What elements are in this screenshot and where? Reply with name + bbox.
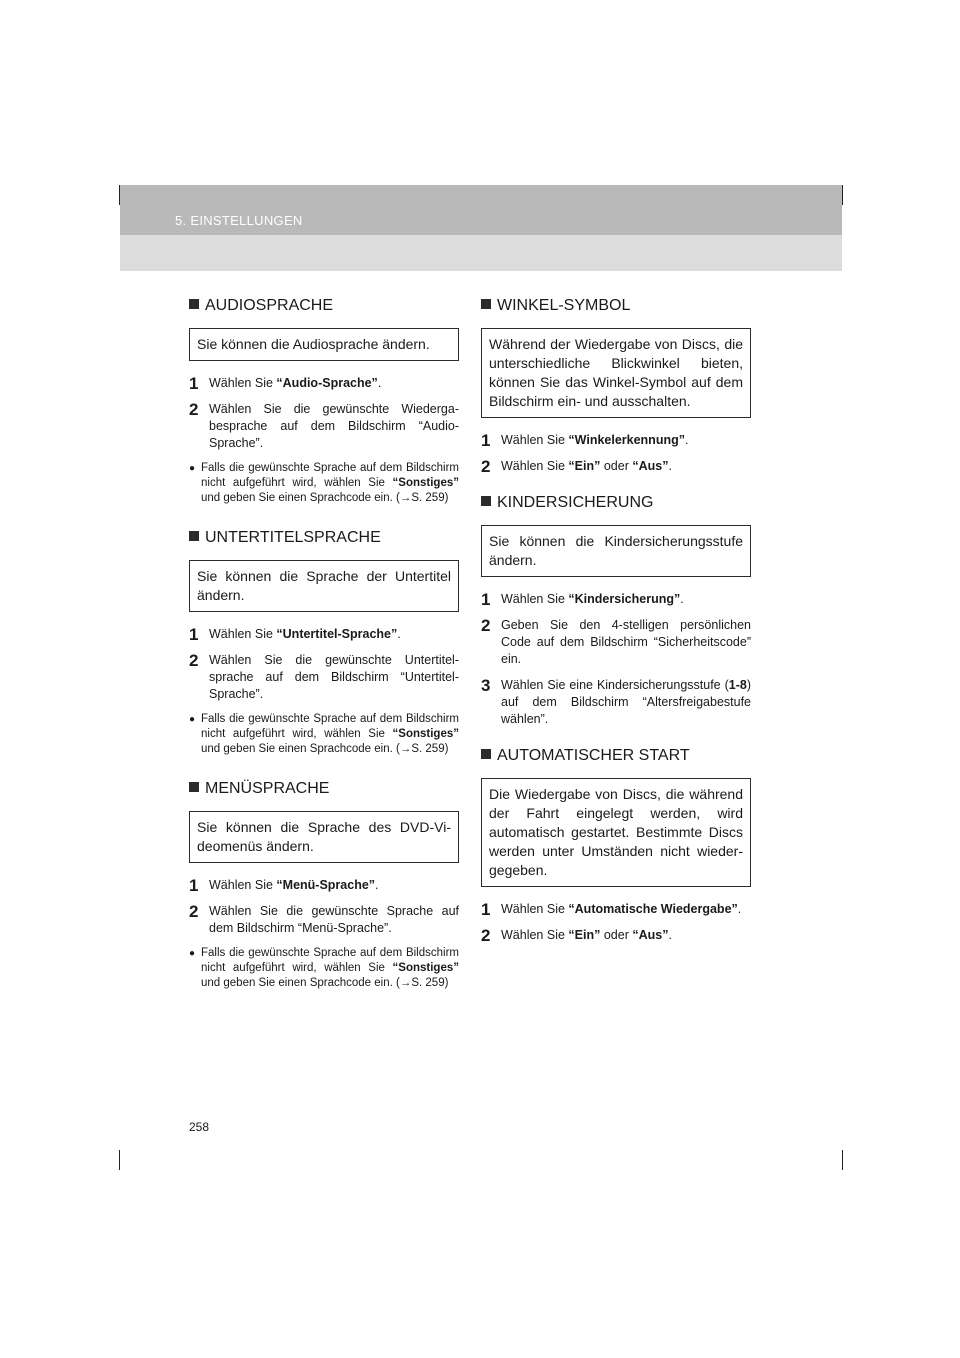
note-text: Falls die gewünschte Sprache auf dem Bildschirm nicht aufgeführt wird, wählen Sie “Sonstiges” und geben Sie einen Sprachcode ein. (→S. 259) (201, 462, 459, 504)
header-strip (120, 185, 842, 235)
heading-text: WINKEL-SYMBOL (497, 297, 631, 314)
option-label: 1-8 (728, 678, 747, 692)
note (189, 712, 459, 757)
page-number: 258 (189, 1120, 210, 1134)
step-text: Wählen Sie die gewünschte Sprache auf dem Bildschirm “Menü-Sprache”. (209, 904, 459, 935)
option-label: “Kindersicherung” (568, 592, 681, 606)
option-label: “Aus” (632, 928, 669, 942)
option-label: “Sonstiges” (392, 728, 459, 740)
right-column (481, 296, 751, 953)
heading-kindersicherung (481, 493, 751, 513)
step-number: 2 (189, 400, 199, 419)
step-text: Wählen Sie “Menü-Sprache”. (209, 878, 379, 892)
step-text: Wählen Sie die gewünschte Untertitelsprache auf dem Bildschirm “Untertitel-Sprache”. (209, 653, 459, 701)
step-number: 1 (189, 374, 199, 393)
option-label: “Sonstiges” (392, 962, 459, 974)
square-bullet-icon (189, 531, 199, 541)
step-1 (189, 626, 459, 643)
step-2 (481, 927, 751, 944)
step-number: 1 (189, 876, 199, 895)
crop-mark-bottom-left (119, 1150, 120, 1170)
step-text: Wählen Sie “Audio-Sprache”. (209, 376, 382, 390)
square-bullet-icon (481, 496, 491, 506)
step-3 (481, 677, 751, 728)
square-bullet-icon (481, 749, 491, 759)
info-box-automatischer-start: Die Wiedergabe von Discs, die während der Fahrt eingelegt werden, wird automatisch gestartet. Bestimmte Discs werden unter Umständen nicht wiedergegeben. (481, 778, 751, 887)
step-text: Wählen Sie eine Kindersicherungsstufe (1-8) auf dem Bildschirm “Altersfreigabestufe wählen”. (501, 678, 751, 726)
option-label: “Aus” (632, 459, 669, 473)
step-number: 2 (481, 616, 491, 635)
step-2 (481, 458, 751, 475)
heading-text: MENÜSPRACHE (205, 780, 330, 797)
info-box-untertitelsprache: Sie können die Sprache der Untertitel ändern. (189, 560, 459, 612)
note-text: Falls die gewünschte Sprache auf dem Bildschirm nicht aufgeführt wird, wählen Sie “Sonstiges” und geben Sie einen Sprachcode ein. (→S. 259) (201, 947, 459, 989)
step-2 (481, 617, 751, 668)
step-number: 2 (481, 926, 491, 945)
option-label: “Audio-Sprache” (276, 376, 378, 390)
option-label: “Winkelerkennung” (568, 433, 685, 447)
bullet-icon: ● (189, 463, 196, 474)
step-text: Geben Sie den 4-stelligen persönlichen Code auf dem Bildschirm “Sicherheitscode” ein. (501, 618, 751, 666)
step-1 (481, 901, 751, 918)
heading-winkel-symbol (481, 296, 751, 316)
crop-mark-bottom-right (842, 1150, 843, 1170)
step-text: Wählen Sie “Untertitel-Sprache”. (209, 627, 401, 641)
step-number: 1 (481, 431, 491, 450)
option-label: “Automatische Wiedergabe” (568, 902, 738, 916)
info-box-menuesprache: Sie können die Sprache des DVD-Videomenüs ändern. (189, 811, 459, 863)
note-text: Falls die gewünschte Sprache auf dem Bildschirm nicht aufgeführt wird, wählen Sie “Sonstiges” und geben Sie einen Sprachcode ein. (→S. 259) (201, 713, 459, 755)
step-text: Wählen Sie die gewünschte Wiedergabesprache auf dem Bildschirm “Audio-Sprache”. (209, 402, 459, 450)
square-bullet-icon (189, 299, 199, 309)
heading-text: AUDIOSPRACHE (205, 297, 334, 314)
heading-text: UNTERTITELSPRACHE (205, 529, 381, 546)
step-number: 1 (481, 590, 491, 609)
bullet-icon: ● (189, 714, 196, 725)
step-number: 2 (189, 902, 199, 921)
step-text: Wählen Sie “Kindersicherung”. (501, 592, 684, 606)
heading-menuesprache (189, 779, 459, 799)
left-column (189, 296, 459, 1013)
step-1 (189, 877, 459, 894)
info-box-winkel-symbol: Während der Wiedergabe von Discs, die unterschiedliche Blickwinkel bieten, können Sie das Winkel-Symbol auf dem Bildschirm ein- und ausschalten. (481, 328, 751, 418)
header-band (120, 185, 842, 271)
step-number: 2 (189, 651, 199, 670)
option-label: “Ein” (568, 459, 601, 473)
crop-mark-top-right (842, 185, 843, 205)
bullet-icon: ● (189, 948, 196, 959)
step-text: Wählen Sie “Ein” oder “Aus”. (501, 928, 672, 942)
step-number: 1 (481, 900, 491, 919)
step-text: Wählen Sie “Automatische Wiedergabe”. (501, 902, 742, 916)
note (189, 946, 459, 991)
square-bullet-icon (481, 299, 491, 309)
step-text: Wählen Sie “Ein” oder “Aus”. (501, 459, 672, 473)
info-box-audiosprache: Sie können die Audiosprache ändern. (189, 328, 459, 361)
step-1 (481, 591, 751, 608)
step-2 (189, 652, 459, 703)
square-bullet-icon (189, 782, 199, 792)
step-number: 1 (189, 625, 199, 644)
heading-text: AUTOMATISCHER START (497, 747, 690, 764)
step-1 (481, 432, 751, 449)
note (189, 461, 459, 506)
heading-untertitelsprache (189, 528, 459, 548)
heading-text: KINDERSICHERUNG (497, 494, 654, 511)
option-label: “Untertitel-Sprache” (276, 627, 398, 641)
section-label: 5. EINSTELLUNGEN (175, 213, 303, 228)
option-label: “Ein” (568, 928, 601, 942)
step-number: 3 (481, 676, 491, 695)
heading-audiosprache (189, 296, 459, 316)
heading-automatischer-start (481, 746, 751, 766)
step-2 (189, 903, 459, 937)
step-text: Wählen Sie “Winkelerkennung”. (501, 433, 689, 447)
step-2 (189, 401, 459, 452)
step-1 (189, 375, 459, 392)
option-label: “Menü-Sprache” (276, 878, 376, 892)
step-number: 2 (481, 457, 491, 476)
option-label: “Sonstiges” (392, 477, 459, 489)
info-box-kindersicherung: Sie können die Kindersicherungsstufe ändern. (481, 525, 751, 577)
